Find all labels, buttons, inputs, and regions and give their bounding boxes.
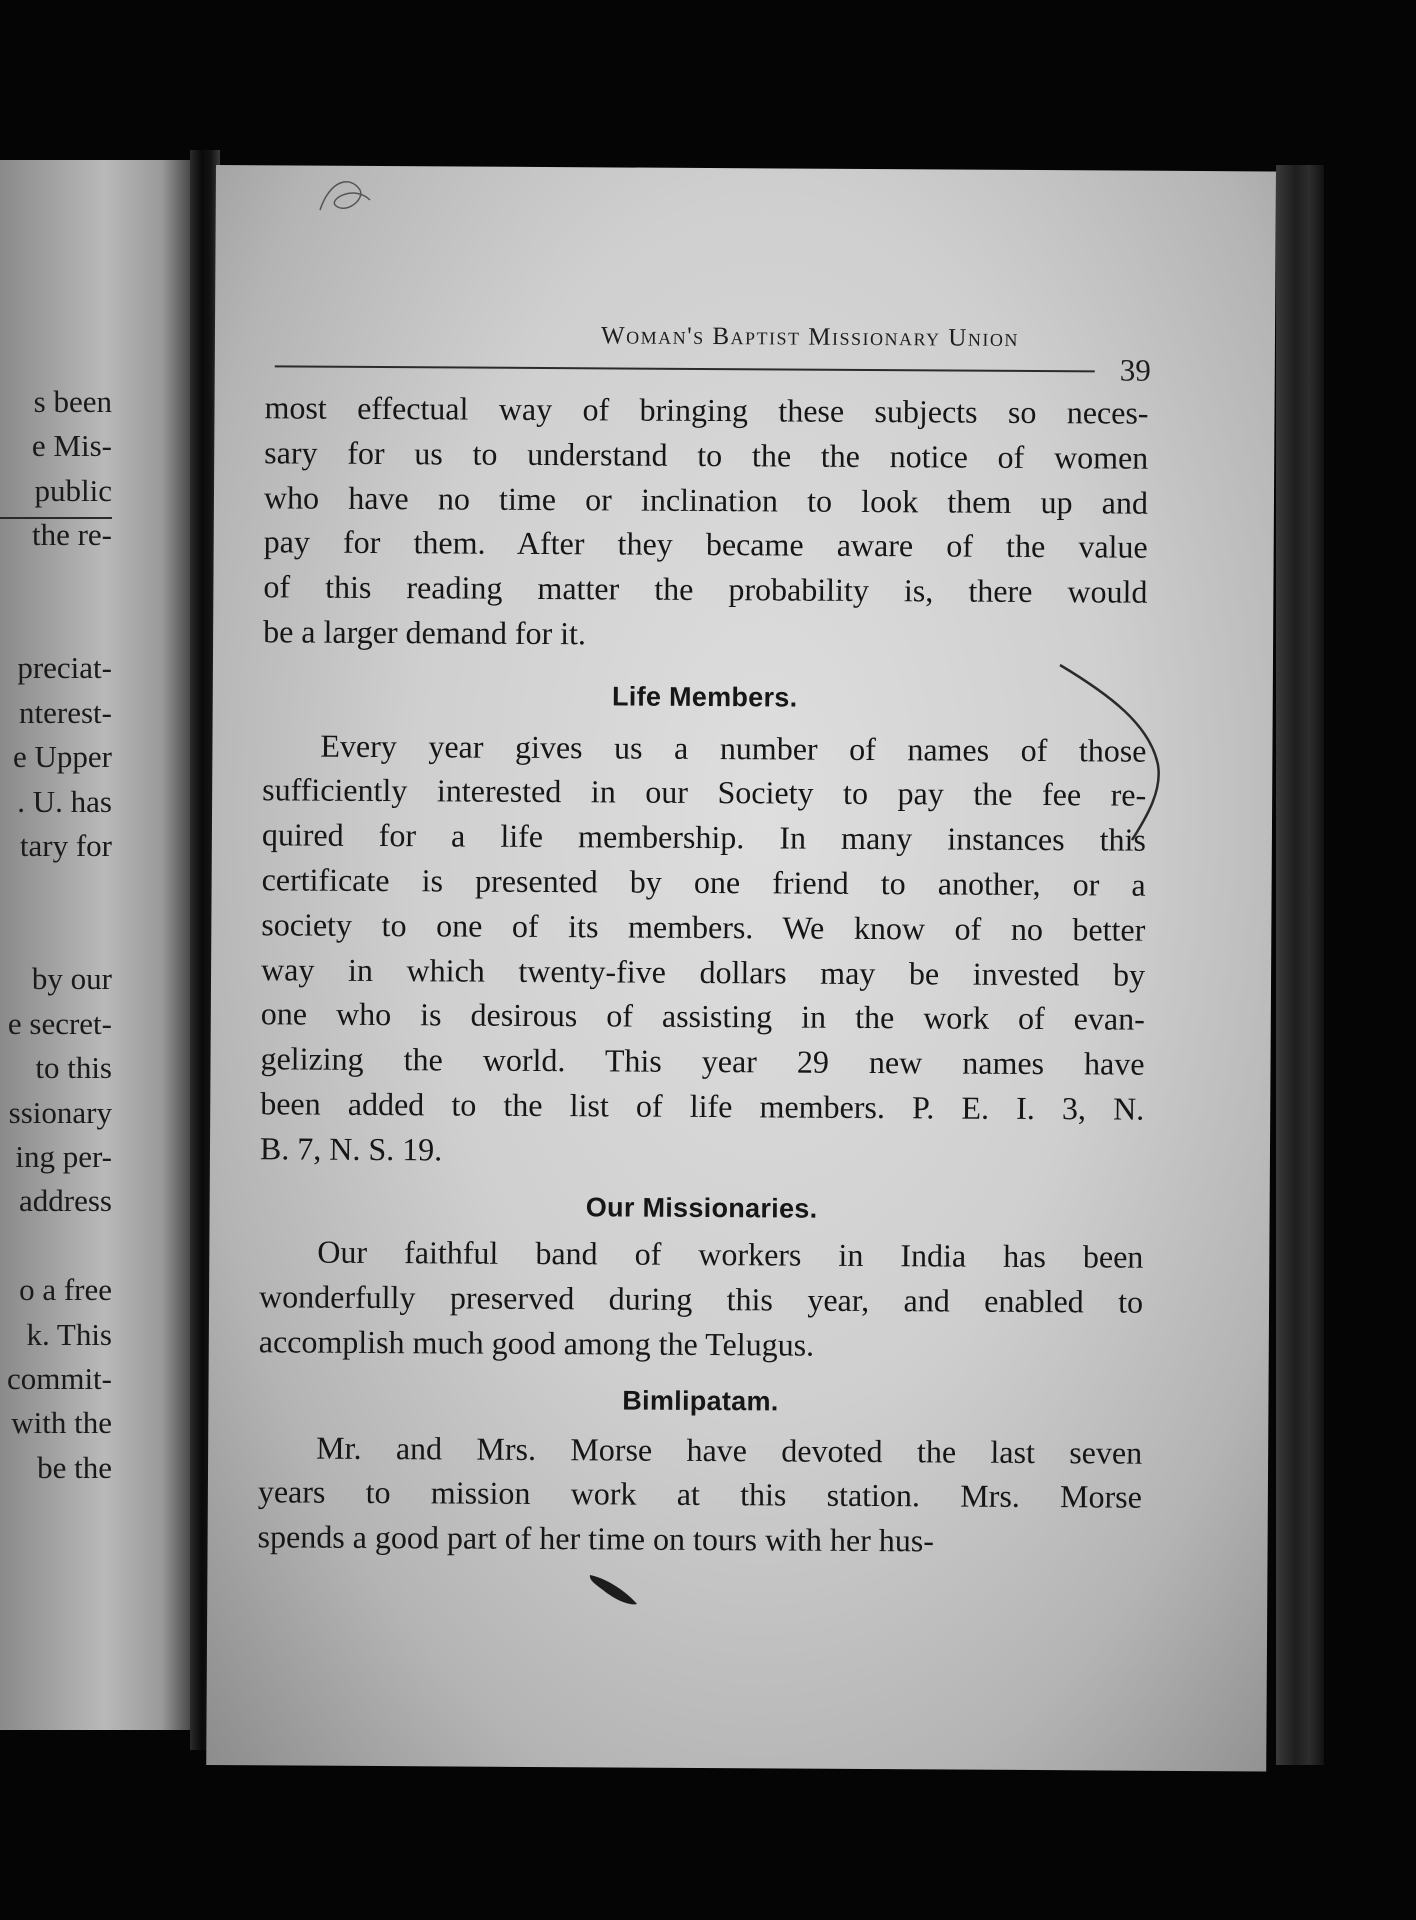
left-page-line (0, 558, 112, 602)
pencil-bracket-mark (1040, 655, 1170, 845)
left-page-line (0, 1224, 112, 1268)
left-page-text (0, 380, 112, 1490)
text-line: wonderfully preserved during this year, and enabled to (258, 1278, 1144, 1320)
left-page-line: . U. has (17, 783, 112, 819)
left-page-line: the re- (31, 517, 112, 553)
book-page (206, 165, 1276, 1771)
left-page-line: k. This (26, 1316, 112, 1352)
text-line: sufficiently interested in our Society to pay the fee re- (262, 771, 1147, 814)
running-head: Woman's Baptist Missionary Union (600, 322, 1019, 352)
left-page-line: e Mis- (31, 428, 112, 464)
text-line: of this reading matter the probability is, there would (263, 568, 1148, 610)
left-page-line: ing per- (15, 1138, 112, 1174)
pencil-scribble-mark (310, 170, 380, 230)
text-line: way in which twenty-five dollars may be invested by (260, 950, 1146, 993)
text-line: been added to the list of life members. P. E. I. 3, N. (260, 1085, 1145, 1127)
left-page-line: o a free (19, 1272, 112, 1308)
heading-life-members: Life Members. (611, 681, 798, 713)
paragraph-life-members (260, 723, 1147, 1176)
text-line: Our faithful band of workers in India has been (317, 1233, 1144, 1276)
left-page-line: tary for (19, 828, 112, 864)
ink-blot-mark (585, 1570, 645, 1610)
page-body (257, 385, 1148, 1564)
heading-bimlipatam: Bimlipatam. (622, 1385, 779, 1417)
text-line: who have no time or inclination to look them up and (263, 478, 1149, 521)
text-line: certificate is presented by one friend to another, or a (261, 861, 1146, 903)
text-line: years to mission work at this station. Mrs. Morse (257, 1473, 1142, 1516)
text-line: Every year gives us a number of names of those (320, 727, 1147, 769)
left-page-line: public (34, 472, 112, 508)
text-line: B. 7, N. S. 19. (259, 1130, 443, 1168)
text-line: one who is desirous of assisting in the work of evan- (260, 995, 1145, 1038)
paragraph-our-missionaries (259, 1230, 1144, 1370)
text-line: gelizing the world. This year 29 new names have (260, 1040, 1145, 1082)
left-page-line (0, 913, 112, 957)
left-page-line: by our (31, 961, 112, 997)
left-page-line (0, 868, 112, 912)
text-line: pay for them. After they became aware of the value (263, 523, 1148, 566)
text-line: spends a good part of her time on tours with her hus- (257, 1518, 935, 1559)
text-line: society to one of its members. We know of no better (261, 906, 1146, 948)
left-page-line: e secret- (7, 1005, 112, 1041)
left-page-line: e Upper (13, 739, 112, 775)
text-line: most effectual way of bringing these subjects so neces- (264, 389, 1149, 431)
page-edge (1276, 165, 1324, 1765)
text-line: sary for us to understand to the the notice of women (264, 434, 1149, 476)
page-number: 39 (1119, 352, 1151, 388)
paragraph-reading-matter (263, 385, 1149, 659)
left-page-line: be the (37, 1449, 112, 1485)
text-line: accomplish much good among the Telugus. (258, 1323, 815, 1363)
left-page-line: preciat- (17, 650, 112, 686)
left-page-line (0, 602, 112, 646)
left-page-line: ssionary (8, 1094, 112, 1130)
left-page-line: address (19, 1183, 112, 1219)
paragraph-bimlipatam (257, 1425, 1142, 1565)
left-page-line: with the (11, 1405, 112, 1441)
header-rule (275, 365, 1095, 372)
left-page-line: commit- (6, 1360, 112, 1396)
text-line: be a larger demand for it. (263, 613, 587, 652)
text-line: quired for a life membership. In many instances this (261, 816, 1147, 858)
text-line: Mr. and Mrs. Morse have devoted the last seven (316, 1429, 1143, 1471)
heading-our-missionaries: Our Missionaries. (585, 1191, 818, 1224)
left-page-line: s been (33, 384, 112, 419)
left-page-line: to this (35, 1050, 112, 1086)
left-page-line: nterest- (19, 694, 112, 730)
